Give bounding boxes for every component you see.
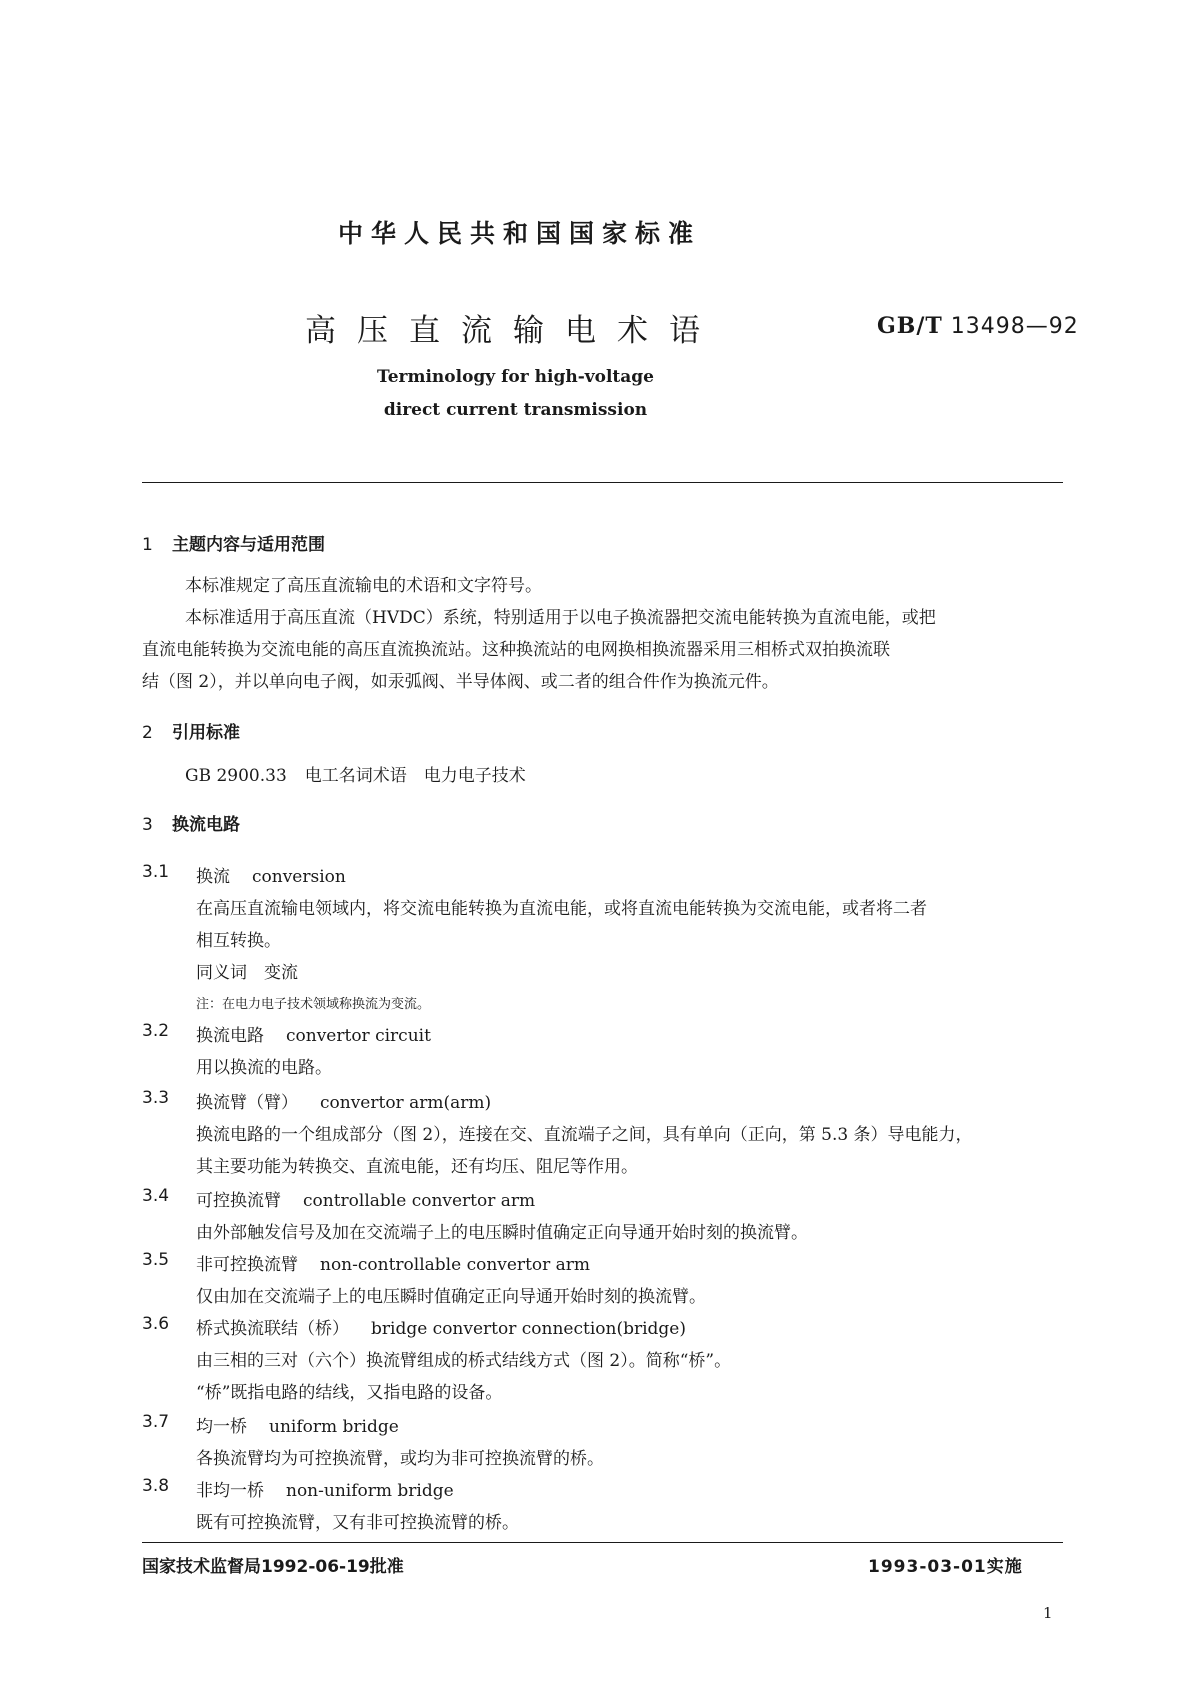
section-title: 换流电路 [172, 815, 240, 835]
term-synonym: 同义词 变流 [196, 963, 298, 983]
term-en: controllable convertor arm [303, 1191, 536, 1211]
term-number: 3.8 [142, 1476, 170, 1496]
standard-type-text: 中华人民共和国国家标准 [337, 219, 701, 248]
term-cn: 换流 [196, 867, 230, 887]
term-en: non-controllable convertor arm [320, 1255, 591, 1275]
term-definition: 由三相的三对（六个）换流臂组成的桥式结线方式（图 2）。简称“桥”。 [196, 1351, 732, 1371]
term-number: 3.2 [142, 1021, 170, 1041]
term-entry [196, 862, 346, 887]
reference-code: GB 2900.33 [185, 766, 287, 786]
term-entry [196, 1476, 454, 1501]
section-2-heading [142, 718, 240, 743]
term-en: convertor arm(arm) [320, 1093, 492, 1113]
term-en: convertor circuit [286, 1026, 431, 1046]
term-en: bridge convertor connection(bridge) [371, 1319, 686, 1339]
term-entry [196, 1250, 590, 1275]
document-title-en-line1: Terminology for high-voltage [377, 367, 654, 387]
section-number: 2 [142, 723, 153, 743]
term-definition: “桥”既指电路的结线，又指电路的设备。 [196, 1383, 503, 1403]
section-1-para-2-line1: 本标准适用于高压直流（HVDC）系统，特别适用于以电子换流器把交流电能转换为直流电能，或把 [185, 608, 936, 628]
standard-type-heading [0, 214, 1191, 250]
reference-title: 电工名词术语 电力电子技术 [304, 766, 526, 786]
term-definition: 其主要功能为转换交、直流电能，还有均压、阻尼等作用。 [196, 1157, 638, 1177]
term-definition: 换流电路的一个组成部分（图 2），连接在交、直流端子之间，具有单向（正向，第 5.3 条）导电能力， [196, 1125, 973, 1145]
approval-date: 国家技术监督局1992-06-19批准 [142, 1557, 404, 1577]
section-number: 3 [142, 815, 153, 835]
reference-standard [185, 760, 526, 792]
term-entry [196, 1021, 431, 1046]
term-definition: 各换流臂均为可控换流臂，或均为非可控换流臂的桥。 [196, 1449, 604, 1469]
term-number: 3.3 [142, 1088, 170, 1108]
effective-date: 1993-03-01实施 [868, 1557, 1023, 1577]
term-cn: 均一桥 [196, 1417, 247, 1437]
term-en: uniform bridge [269, 1417, 399, 1437]
document-title-en-line2: direct current transmission [383, 400, 648, 420]
term-definition: 仅由加在交流端子上的电压瞬时值确定正向导通开始时刻的换流臂。 [196, 1287, 706, 1307]
term-cn: 换流电路 [196, 1026, 264, 1046]
term-cn: 桥式换流联结（桥） [196, 1319, 349, 1339]
section-title: 引用标准 [172, 723, 240, 743]
standard-prefix: GB/T [877, 313, 943, 339]
standard-code: 13498—92 [950, 314, 1079, 339]
term-cn: 可控换流臂 [196, 1191, 281, 1211]
section-1-para-2-line2: 直流电能转换为交流电能的高压直流换流站。这种换流站的电网换相换流器采用三相桥式双拍换流联 [142, 640, 890, 660]
term-number: 3.4 [142, 1186, 170, 1206]
section-1-para-1: 本标准规定了高压直流输电的术语和文字符号。 [185, 576, 542, 596]
term-number: 3.1 [142, 862, 170, 882]
term-entry [196, 1314, 686, 1339]
term-entry [196, 1088, 491, 1113]
term-entry [196, 1412, 399, 1437]
term-cn: 换流臂（臂） [196, 1093, 298, 1113]
term-en: conversion [252, 867, 346, 887]
section-1-para-2-line3: 结（图 2），并以单向电子阀，如汞弧阀、半导体阀、或二者的组合件作为换流元件。 [142, 672, 779, 692]
term-en: non-uniform bridge [286, 1481, 454, 1501]
term-entry [196, 1186, 535, 1211]
page-number: 1 [1043, 1604, 1053, 1622]
section-1-heading [142, 530, 325, 555]
section-number: 1 [142, 535, 153, 555]
section-3-heading [142, 810, 240, 835]
term-definition: 由外部触发信号及加在交流端子上的电压瞬时值确定正向导通开始时刻的换流臂。 [196, 1223, 808, 1243]
term-definition: 在高压直流输电领域内，将交流电能转换为直流电能，或将直流电能转换为交流电能，或者将二者 [196, 899, 927, 919]
standard-number [877, 313, 1079, 339]
term-number: 3.6 [142, 1314, 170, 1334]
term-definition: 相互转换。 [196, 931, 281, 951]
footer-divider [142, 1542, 1063, 1543]
term-cn: 非可控换流臂 [196, 1255, 298, 1275]
term-definition: 既有可控换流臂，又有非可控换流臂的桥。 [196, 1513, 519, 1533]
term-definition: 用以换流的电路。 [196, 1058, 332, 1078]
term-number: 3.5 [142, 1250, 170, 1270]
section-title: 主题内容与适用范围 [172, 535, 325, 555]
document-title-cn: 高压直流输电术语 [305, 313, 721, 349]
term-number: 3.7 [142, 1412, 170, 1432]
term-cn: 非均一桥 [196, 1481, 264, 1501]
header-divider [142, 482, 1063, 483]
term-note: 注：在电力电子技术领域称换流为变流。 [196, 997, 431, 1012]
